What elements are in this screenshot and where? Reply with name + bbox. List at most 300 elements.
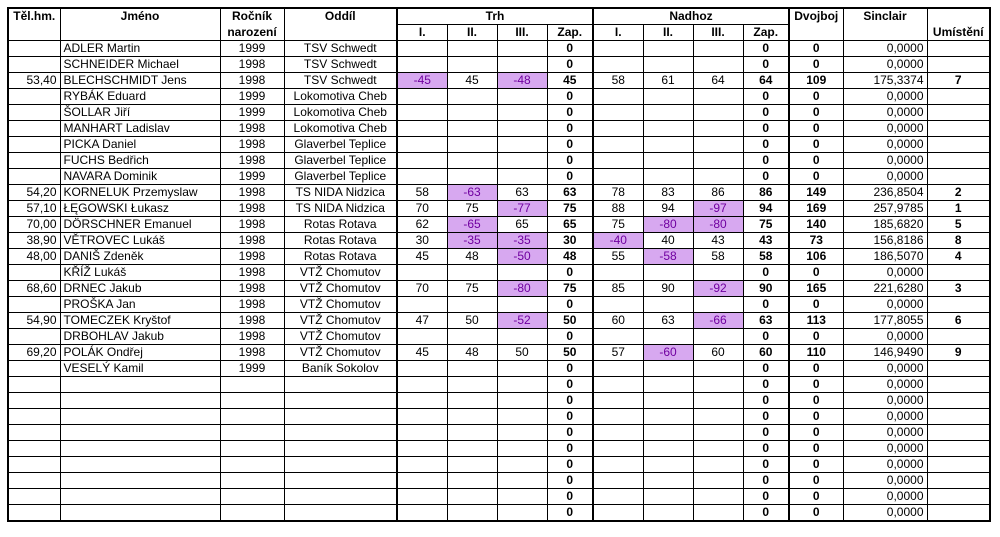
cell-sinclair: 0,0000: [843, 89, 927, 105]
cell-name: VESELÝ Kamil: [60, 361, 220, 377]
cell-snatch-1: [397, 489, 447, 505]
cell-cj-result: 64: [743, 73, 789, 89]
header-snatch: Trh: [397, 8, 593, 25]
cell-cj-result: 0: [743, 473, 789, 489]
cell-sinclair: 0,0000: [843, 297, 927, 313]
table-row: [8, 393, 990, 409]
cell-total: 0: [789, 425, 843, 441]
cell-total: 0: [789, 377, 843, 393]
cell-cj-2: -60: [643, 345, 693, 361]
cell-name: [60, 473, 220, 489]
cell-total: 0: [789, 441, 843, 457]
cell-bodyweight: [8, 441, 60, 457]
cell-snatch-1: 58: [397, 185, 447, 201]
table-row: [8, 201, 990, 217]
cell-year: 1998: [220, 281, 284, 297]
cell-cj-2: [643, 153, 693, 169]
cell-sinclair: 0,0000: [843, 121, 927, 137]
cell-name: [60, 425, 220, 441]
header-weight: Těl.hm.: [8, 8, 60, 41]
header-total: Dvojboj: [789, 8, 843, 41]
cell-cj-3: 58: [693, 249, 743, 265]
header-cj-zap: Zap.: [743, 25, 789, 41]
cell-cj-3: [693, 41, 743, 57]
cell-bodyweight: [8, 57, 60, 73]
cell-club: Glaverbel Teplice: [284, 137, 397, 153]
cell-cj-1: 57: [593, 345, 643, 361]
table-row: [8, 377, 990, 393]
cell-snatch-3: [497, 121, 547, 137]
cell-club: Rotas Rotava: [284, 217, 397, 233]
cell-place: [927, 377, 990, 393]
cell-snatch-3: [497, 169, 547, 185]
cell-name: NAVARA Dominik: [60, 169, 220, 185]
cell-place: [927, 441, 990, 457]
cell-total: 0: [789, 153, 843, 169]
cell-place: 9: [927, 345, 990, 361]
cell-club: TS NIDA Nidzica: [284, 185, 397, 201]
cell-cj-1: [593, 457, 643, 473]
header-sinclair: Sinclair: [843, 8, 927, 41]
cell-club: [284, 441, 397, 457]
cell-cj-1: 55: [593, 249, 643, 265]
cell-sinclair: 156,8186: [843, 233, 927, 249]
cell-snatch-2: [447, 505, 497, 522]
cell-year: 1998: [220, 313, 284, 329]
cell-name: DRBOHLAV Jakub: [60, 329, 220, 345]
cell-snatch-3: 65: [497, 217, 547, 233]
table-row: [8, 489, 990, 505]
cell-cj-result: 75: [743, 217, 789, 233]
cell-year: 1999: [220, 361, 284, 377]
cell-cj-3: [693, 425, 743, 441]
cell-cj-1: [593, 329, 643, 345]
cell-cj-3: -92: [693, 281, 743, 297]
cell-club: TSV Schwedt: [284, 73, 397, 89]
cell-cj-1: 75: [593, 217, 643, 233]
cell-snatch-result: 0: [547, 121, 593, 137]
cell-snatch-1: [397, 505, 447, 522]
cell-cj-1: [593, 57, 643, 73]
cell-snatch-3: [497, 297, 547, 313]
cell-place: [927, 297, 990, 313]
cell-total: 0: [789, 393, 843, 409]
cell-cj-1: [593, 121, 643, 137]
cell-place: [927, 89, 990, 105]
cell-cj-1: [593, 265, 643, 281]
cell-snatch-3: -35: [497, 233, 547, 249]
cell-cj-3: [693, 89, 743, 105]
cell-total: 149: [789, 185, 843, 201]
cell-snatch-result: 0: [547, 409, 593, 425]
table-row: [8, 505, 990, 522]
cell-cj-2: [643, 89, 693, 105]
cell-snatch-2: [447, 169, 497, 185]
cell-name: PROŠKA Jan: [60, 297, 220, 313]
cell-cj-1: 88: [593, 201, 643, 217]
cell-club: Lokomotiva Cheb: [284, 121, 397, 137]
cell-place: [927, 169, 990, 185]
cell-snatch-3: [497, 393, 547, 409]
cell-cj-1: [593, 409, 643, 425]
cell-sinclair: 177,8055: [843, 313, 927, 329]
cell-cj-2: [643, 137, 693, 153]
cell-total: 165: [789, 281, 843, 297]
cell-snatch-3: [497, 265, 547, 281]
cell-cj-1: [593, 105, 643, 121]
cell-year: [220, 457, 284, 473]
cell-cj-result: 0: [743, 169, 789, 185]
cell-cj-2: [643, 41, 693, 57]
cell-snatch-1: [397, 457, 447, 473]
cell-place: [927, 41, 990, 57]
cell-total: 0: [789, 265, 843, 281]
cell-cj-1: 85: [593, 281, 643, 297]
cell-cj-result: 0: [743, 457, 789, 473]
cell-cj-1: [593, 489, 643, 505]
table-row: [8, 361, 990, 377]
cell-cj-3: [693, 153, 743, 169]
cell-bodyweight: 38,90: [8, 233, 60, 249]
cell-total: 73: [789, 233, 843, 249]
cell-place: 4: [927, 249, 990, 265]
table-row: [8, 345, 990, 361]
cell-snatch-3: [497, 457, 547, 473]
cell-snatch-result: 0: [547, 89, 593, 105]
cell-cj-2: 83: [643, 185, 693, 201]
cell-bodyweight: [8, 137, 60, 153]
header-snatch-zap: Zap.: [547, 25, 593, 41]
cell-cj-3: [693, 57, 743, 73]
cell-total: 0: [789, 473, 843, 489]
table-row: [8, 281, 990, 297]
cell-place: 6: [927, 313, 990, 329]
cell-cj-1: [593, 441, 643, 457]
cell-snatch-3: -52: [497, 313, 547, 329]
cell-name: [60, 457, 220, 473]
cell-name: [60, 409, 220, 425]
cell-place: [927, 393, 990, 409]
cell-total: 0: [789, 169, 843, 185]
cell-snatch-2: 75: [447, 281, 497, 297]
cell-cj-3: [693, 409, 743, 425]
cell-sinclair: 0,0000: [843, 361, 927, 377]
cell-year: 1998: [220, 249, 284, 265]
cell-club: Baník Sokolov: [284, 361, 397, 377]
cell-cj-result: 0: [743, 41, 789, 57]
cell-cj-2: 63: [643, 313, 693, 329]
cell-year: 1998: [220, 137, 284, 153]
cell-snatch-3: [497, 329, 547, 345]
cell-snatch-1: 70: [397, 281, 447, 297]
cell-total: 0: [789, 297, 843, 313]
table-row: [8, 265, 990, 281]
cell-place: [927, 57, 990, 73]
cell-snatch-3: [497, 105, 547, 121]
cell-snatch-2: [447, 297, 497, 313]
cell-cj-2: [643, 121, 693, 137]
cell-club: [284, 377, 397, 393]
cell-snatch-result: 0: [547, 41, 593, 57]
cell-snatch-2: 48: [447, 345, 497, 361]
cell-sinclair: 0,0000: [843, 441, 927, 457]
cell-name: DÖRSCHNER Emanuel: [60, 217, 220, 233]
header-snatch-att2: II.: [447, 25, 497, 41]
cell-sinclair: 0,0000: [843, 137, 927, 153]
cell-club: TSV Schwedt: [284, 57, 397, 73]
cell-snatch-result: 0: [547, 425, 593, 441]
cell-cj-2: [643, 473, 693, 489]
cell-bodyweight: [8, 41, 60, 57]
cell-snatch-1: [397, 89, 447, 105]
cell-snatch-result: 0: [547, 153, 593, 169]
cell-snatch-3: [497, 473, 547, 489]
cell-name: KORNELUK Przemyslaw: [60, 185, 220, 201]
cell-cj-2: [643, 409, 693, 425]
cell-snatch-2: [447, 105, 497, 121]
table-row: [8, 457, 990, 473]
header-name: Jméno: [60, 8, 220, 41]
cell-cj-3: [693, 441, 743, 457]
cell-snatch-2: [447, 329, 497, 345]
cell-snatch-3: 63: [497, 185, 547, 201]
cell-year: 1998: [220, 185, 284, 201]
table-row: [8, 217, 990, 233]
cell-snatch-3: [497, 489, 547, 505]
cell-cj-1: 60: [593, 313, 643, 329]
header-year-2: narození: [220, 25, 284, 41]
cell-snatch-2: [447, 41, 497, 57]
cell-cj-3: [693, 377, 743, 393]
cell-snatch-2: [447, 425, 497, 441]
cell-club: VTŽ Chomutov: [284, 313, 397, 329]
cell-bodyweight: [8, 153, 60, 169]
cell-snatch-2: 75: [447, 201, 497, 217]
cell-snatch-3: 50: [497, 345, 547, 361]
cell-snatch-1: [397, 57, 447, 73]
cell-sinclair: 0,0000: [843, 41, 927, 57]
cell-snatch-result: 0: [547, 473, 593, 489]
cell-sinclair: 0,0000: [843, 489, 927, 505]
cell-place: [927, 329, 990, 345]
cell-snatch-result: 50: [547, 345, 593, 361]
cell-total: 0: [789, 361, 843, 377]
cell-club: Lokomotiva Cheb: [284, 105, 397, 121]
cell-cj-2: 94: [643, 201, 693, 217]
cell-year: 1999: [220, 41, 284, 57]
cell-snatch-result: 0: [547, 169, 593, 185]
cell-bodyweight: 68,60: [8, 281, 60, 297]
cell-cj-result: 0: [743, 505, 789, 522]
cell-cj-3: -80: [693, 217, 743, 233]
cell-name: [60, 393, 220, 409]
cell-cj-3: [693, 297, 743, 313]
cell-total: 0: [789, 41, 843, 57]
cell-cj-2: [643, 169, 693, 185]
cell-bodyweight: 54,90: [8, 313, 60, 329]
cell-cj-3: [693, 457, 743, 473]
cell-total: 0: [789, 329, 843, 345]
cell-cj-2: [643, 361, 693, 377]
cell-snatch-3: [497, 425, 547, 441]
cell-cj-1: [593, 153, 643, 169]
cell-cj-3: -66: [693, 313, 743, 329]
cell-cj-3: [693, 505, 743, 522]
cell-snatch-3: [497, 409, 547, 425]
cell-total: 0: [789, 105, 843, 121]
cell-snatch-1: [397, 41, 447, 57]
cell-bodyweight: 69,20: [8, 345, 60, 361]
cell-club: VTŽ Chomutov: [284, 281, 397, 297]
cell-snatch-result: 45: [547, 73, 593, 89]
cell-club: VTŽ Chomutov: [284, 345, 397, 361]
cell-cj-3: [693, 105, 743, 121]
cell-bodyweight: 48,00: [8, 249, 60, 265]
cell-snatch-1: 62: [397, 217, 447, 233]
cell-bodyweight: [8, 265, 60, 281]
table-row: [8, 313, 990, 329]
cell-name: FUCHS Bedřich: [60, 153, 220, 169]
cell-snatch-2: [447, 377, 497, 393]
table-row: [8, 137, 990, 153]
cell-name: [60, 377, 220, 393]
cell-total: 109: [789, 73, 843, 89]
cell-snatch-result: 0: [547, 505, 593, 522]
cell-name: RYBÁK Eduard: [60, 89, 220, 105]
cell-bodyweight: [8, 473, 60, 489]
cell-cj-2: [643, 393, 693, 409]
cell-year: [220, 473, 284, 489]
table-row: [8, 185, 990, 201]
cell-year: 1998: [220, 233, 284, 249]
cell-place: [927, 361, 990, 377]
cell-bodyweight: 54,20: [8, 185, 60, 201]
cell-sinclair: 0,0000: [843, 105, 927, 121]
cell-cj-2: [643, 297, 693, 313]
cell-total: 0: [789, 505, 843, 522]
cell-name: [60, 505, 220, 522]
cell-year: 1998: [220, 297, 284, 313]
cell-snatch-result: 0: [547, 393, 593, 409]
cell-cj-result: 0: [743, 57, 789, 73]
cell-bodyweight: [8, 505, 60, 522]
cell-bodyweight: [8, 329, 60, 345]
header-club: Oddíl: [284, 8, 397, 41]
cell-snatch-3: [497, 57, 547, 73]
cell-snatch-3: [497, 377, 547, 393]
cell-club: Glaverbel Teplice: [284, 169, 397, 185]
cell-cj-1: [593, 297, 643, 313]
cell-club: [284, 393, 397, 409]
cell-cj-2: [643, 329, 693, 345]
cell-snatch-1: [397, 393, 447, 409]
cell-total: 106: [789, 249, 843, 265]
cell-name: MANHART Ladislav: [60, 121, 220, 137]
cell-place: [927, 265, 990, 281]
cell-snatch-2: [447, 153, 497, 169]
cell-total: 113: [789, 313, 843, 329]
cell-cj-2: -80: [643, 217, 693, 233]
cell-year: 1998: [220, 121, 284, 137]
table-row: [8, 409, 990, 425]
cell-cj-3: [693, 473, 743, 489]
cell-cj-1: [593, 505, 643, 522]
cell-total: 140: [789, 217, 843, 233]
cell-sinclair: 0,0000: [843, 473, 927, 489]
cell-snatch-1: [397, 409, 447, 425]
cell-sinclair: 221,6280: [843, 281, 927, 297]
cell-cj-1: 58: [593, 73, 643, 89]
cell-name: VĚTROVEC Lukáš: [60, 233, 220, 249]
cell-snatch-1: [397, 441, 447, 457]
cell-year: 1999: [220, 105, 284, 121]
cell-snatch-3: [497, 441, 547, 457]
cell-snatch-2: [447, 457, 497, 473]
cell-snatch-result: 63: [547, 185, 593, 201]
cell-place: 7: [927, 73, 990, 89]
cell-cj-2: [643, 265, 693, 281]
cell-place: [927, 473, 990, 489]
cell-snatch-result: 75: [547, 281, 593, 297]
cell-snatch-1: [397, 377, 447, 393]
cell-club: VTŽ Chomutov: [284, 329, 397, 345]
cell-cj-result: 0: [743, 377, 789, 393]
cell-total: 0: [789, 89, 843, 105]
cell-year: 1998: [220, 201, 284, 217]
cell-club: [284, 489, 397, 505]
cell-cj-result: 0: [743, 297, 789, 313]
results-table: [7, 7, 991, 522]
cell-snatch-3: -77: [497, 201, 547, 217]
cell-place: [927, 137, 990, 153]
cell-bodyweight: [8, 121, 60, 137]
cell-place: [927, 457, 990, 473]
cell-snatch-3: [497, 89, 547, 105]
cell-cj-2: [643, 425, 693, 441]
cell-club: [284, 457, 397, 473]
cell-snatch-2: 50: [447, 313, 497, 329]
cell-cj-3: 64: [693, 73, 743, 89]
cell-cj-result: 0: [743, 121, 789, 137]
cell-snatch-1: 70: [397, 201, 447, 217]
cell-year: [220, 505, 284, 522]
cell-sinclair: 0,0000: [843, 169, 927, 185]
cell-snatch-result: 0: [547, 265, 593, 281]
cell-name: SCHNEIDER Michael: [60, 57, 220, 73]
cell-year: 1998: [220, 329, 284, 345]
cell-bodyweight: [8, 297, 60, 313]
cell-snatch-3: -48: [497, 73, 547, 89]
cell-snatch-2: -35: [447, 233, 497, 249]
cell-place: [927, 121, 990, 137]
cell-sinclair: 0,0000: [843, 265, 927, 281]
cell-snatch-2: [447, 137, 497, 153]
header-snatch-att1: I.: [397, 25, 447, 41]
cell-name: PICKA Daniel: [60, 137, 220, 153]
header-year: Ročník: [220, 8, 284, 25]
cell-total: 0: [789, 57, 843, 73]
cell-snatch-2: [447, 89, 497, 105]
cell-cj-2: [643, 441, 693, 457]
cell-snatch-result: 0: [547, 489, 593, 505]
cell-total: 0: [789, 137, 843, 153]
table-row: [8, 41, 990, 57]
cell-cj-3: [693, 361, 743, 377]
cell-snatch-2: [447, 57, 497, 73]
cell-total: 0: [789, 409, 843, 425]
cell-club: [284, 409, 397, 425]
cell-club: VTŽ Chomutov: [284, 297, 397, 313]
